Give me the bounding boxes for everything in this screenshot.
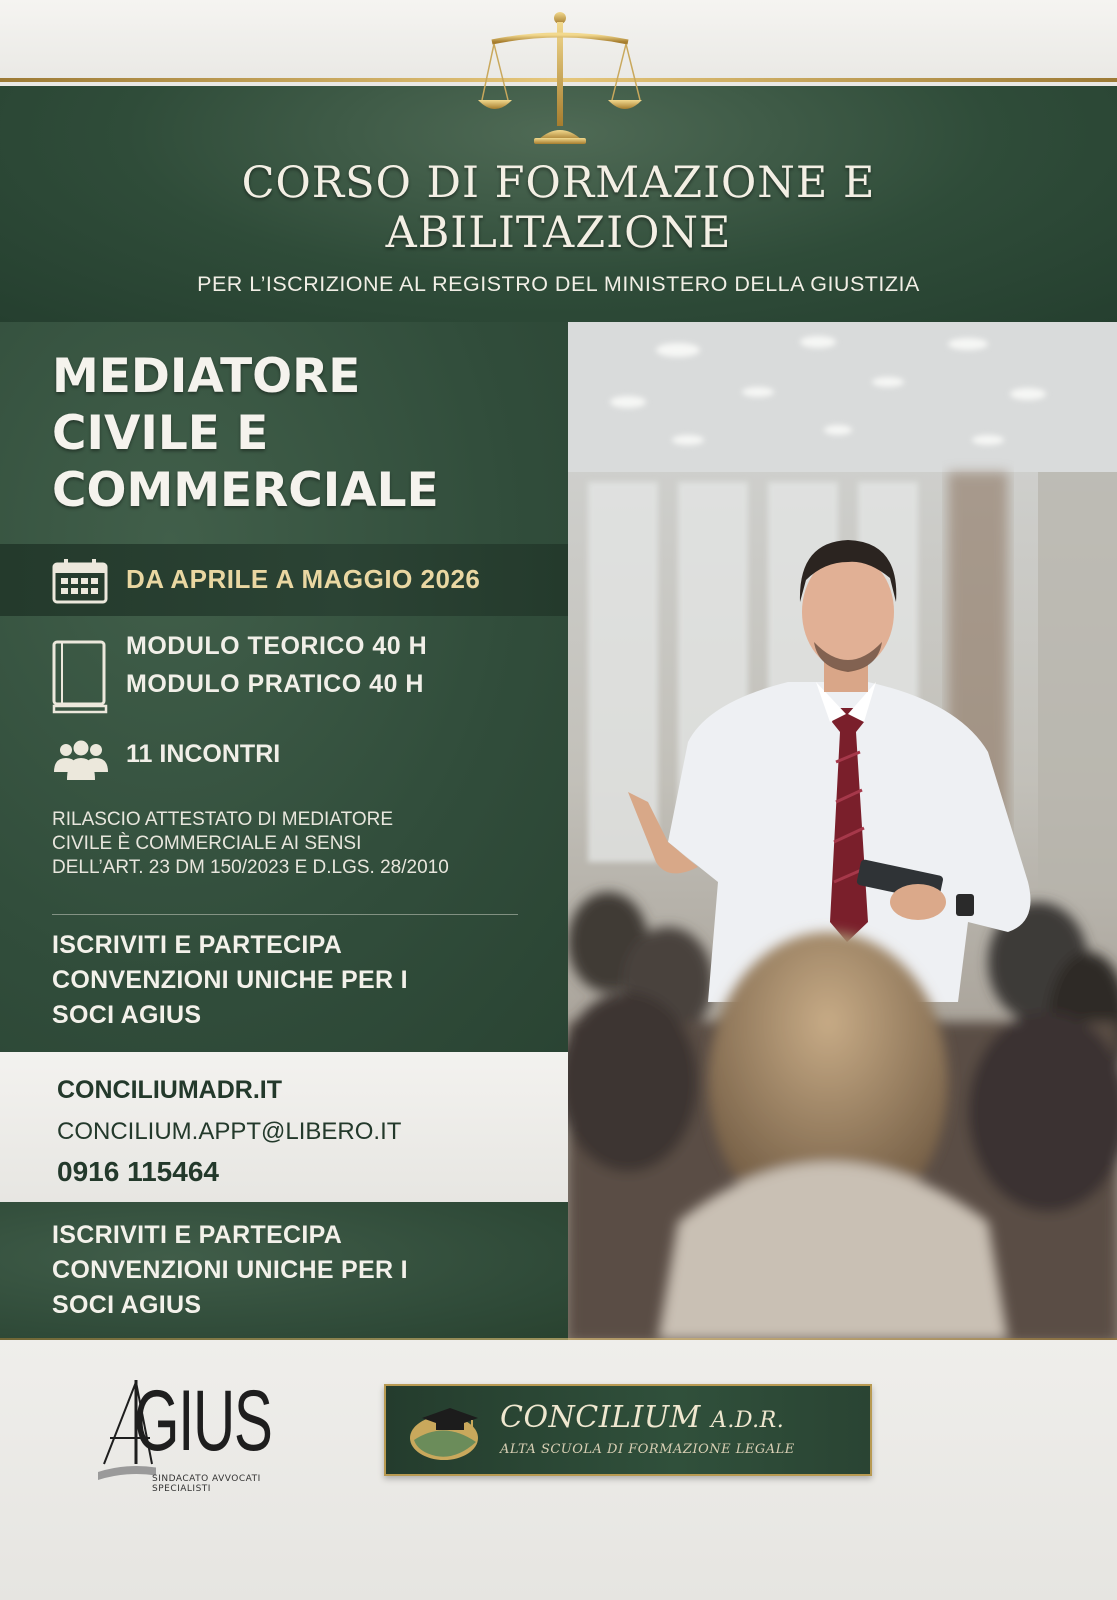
promo-text-top	[52, 928, 408, 1033]
role-line-2: CIVILE E	[52, 406, 269, 461]
role-line-3: COMMERCIALE	[52, 463, 439, 518]
email-link[interactable]: CONCILIUM.APPT@LIBERO.IT	[57, 1118, 402, 1145]
certificate-line-3: DELL’ART. 23 DM 150/2023 E D.LGS. 28/2010	[52, 857, 449, 878]
title-line-2: ABILITAZIONE	[385, 208, 732, 258]
certificate-line-2: CIVILE È COMMERCIALE AI SENSI	[52, 833, 362, 854]
agius-logo	[96, 1368, 316, 1494]
scales-icon	[478, 8, 643, 148]
people-icon	[52, 738, 110, 780]
promo-line-1: ISCRIVITI E PARTECIPA	[52, 931, 343, 959]
contact-box	[0, 1052, 568, 1202]
promo-text-bottom	[52, 1218, 408, 1323]
book-icon	[50, 640, 110, 716]
course-subtitle: PER L’ISCRIZIONE AL REGISTRO DEL MINISTERO DELLA GIUSTIZIA	[197, 272, 920, 296]
course-title	[0, 158, 1117, 258]
date-bar	[0, 544, 568, 616]
module-theory: MODULO TEORICO 40 H	[126, 632, 428, 660]
agius-name: GIUS	[134, 1373, 272, 1469]
mortarboard-icon	[406, 1400, 482, 1462]
calendar-icon	[52, 558, 108, 604]
module-practice: MODULO PRATICO 40 H	[126, 670, 424, 698]
role-title	[52, 348, 439, 519]
promo-panel-bottom	[0, 1202, 568, 1340]
certificate-line-1: RILASCIO ATTESTATO DI MEDIATORE	[52, 809, 393, 830]
divider	[52, 914, 518, 915]
speaker-illustration	[568, 322, 1117, 1340]
role-line-1: MEDIATORE	[52, 349, 361, 404]
agius-tagline: SINDACATO AVVOCATI SPECIALISTI	[152, 1474, 261, 1494]
concilium-title	[500, 1400, 784, 1435]
course-details-panel	[0, 322, 568, 1052]
concilium-logo	[384, 1384, 872, 1476]
promo-line-3: SOCI AGIUS	[52, 1001, 202, 1029]
course-dates: DA APRILE A MAGGIO 2026	[126, 564, 481, 594]
concilium-tagline: ALTA SCUOLA DI FORMAZIONE LEGALE	[500, 1442, 795, 1457]
logos-footer	[0, 1340, 1117, 1600]
title-line-1: CORSO DI FORMAZIONE E	[241, 158, 876, 208]
website-link[interactable]: CONCILIUMADR.IT	[57, 1076, 282, 1104]
info-column	[0, 322, 568, 1340]
promo-line-3: SOCI AGIUS	[52, 1291, 202, 1319]
phone-number[interactable]: 0916 115464	[57, 1156, 219, 1187]
speaker-photo	[568, 322, 1117, 1340]
concilium-suffix: A.D.R.	[710, 1408, 785, 1433]
promo-line-2: CONVENZIONI UNICHE PER I	[52, 1256, 408, 1284]
meetings-count: 11 INCONTRI	[126, 740, 281, 768]
concilium-name: CONCILIUM	[500, 1400, 701, 1435]
certificate-text	[52, 808, 552, 880]
promo-line-1: ISCRIVITI E PARTECIPA	[52, 1221, 343, 1249]
promo-line-2: CONVENZIONI UNICHE PER I	[52, 966, 408, 994]
